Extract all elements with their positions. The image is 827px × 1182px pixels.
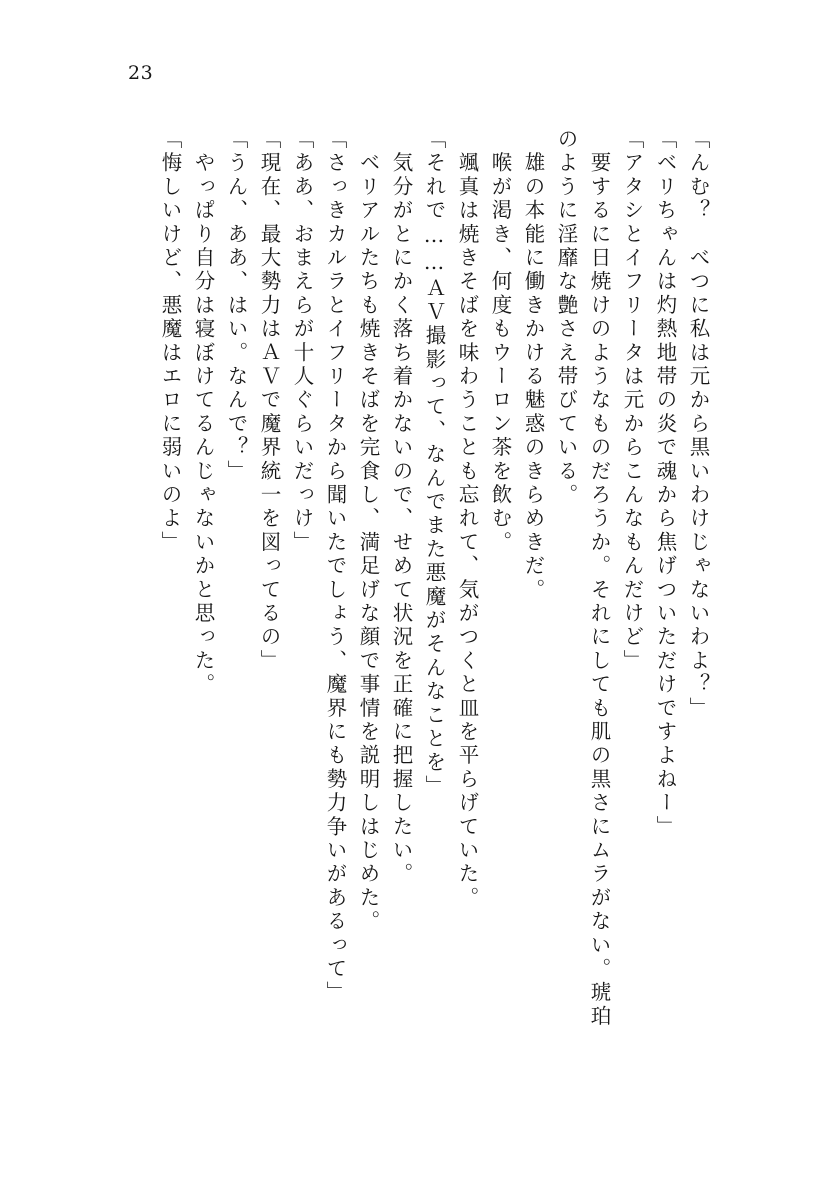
- text-line: 「悔しいけど、悪魔はエロに弱いのよ」: [158, 128, 182, 555]
- text-line: 「それで……ＡＶ撮影って、なんでまた悪魔がそんなことを」: [422, 128, 446, 799]
- text-line: 喉が渇き、何度もウーロン茶を飲む。: [488, 128, 512, 555]
- text-line: 「ああ、おまえらが十人ぐらいだっけ」: [290, 128, 314, 555]
- text-line: のように淫靡な艶さえ帯びている。: [554, 128, 578, 508]
- text-line: 颯真は焼きそばを味わうことも忘れて、気がつくと皿を平らげていた。: [455, 128, 479, 911]
- vertical-text-block: [88, 128, 708, 1068]
- text-line: 気分がとにかく落ち着かないので、せめて状況を正確に把握したい。: [389, 128, 413, 887]
- text-line: 「ベリちゃんは灼熱地帯の炎で魂から焦げついただけですよねー」: [653, 128, 677, 839]
- text-line: 「んむ？ べつに私は元から黒いわけじゃないわよ？」: [686, 128, 710, 721]
- page-number: 23: [128, 62, 154, 84]
- text-line: 雄の本能に働きかける魅惑のきらめきだ。: [521, 128, 545, 602]
- text-line: 「さっきカルラとイフリータから聞いたでしょう、魔界にも勢力争いがあるって」: [323, 128, 347, 1005]
- text-line: 「うん、ああ、はい。なんで？」: [224, 128, 248, 484]
- text-line: ベリアルたちも焼きそばを完食し、満足げな顔で事情を説明しはじめた。: [356, 128, 380, 934]
- text-line: 「現在、最大勢力はＡＶで魔界統一を図ってるの」: [257, 128, 281, 674]
- text-line: やっぱり自分は寝ぼけてるんじゃないかと思った。: [191, 128, 215, 697]
- text-line: 要するに日焼けのようなものだろうか。それにしても肌の黒さにムラがない。琥珀: [587, 128, 611, 1029]
- text-line: 「アタシとイフリータは元からこんなもんだけど」: [620, 128, 644, 674]
